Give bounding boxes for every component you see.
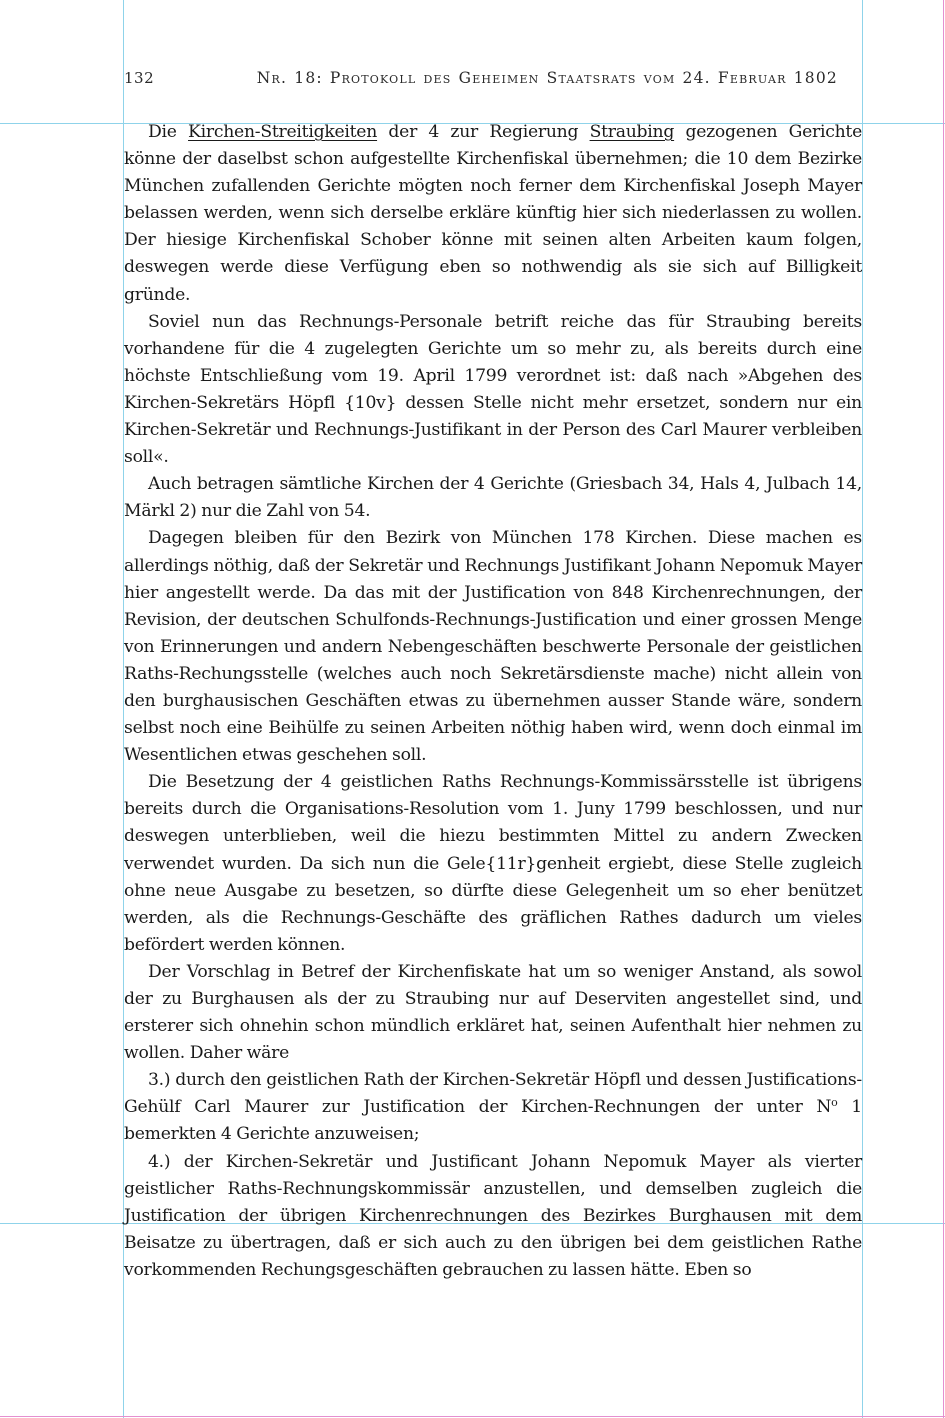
underlined-term: Kirchen-Streitigkeiten (188, 122, 378, 142)
running-head (124, 66, 864, 90)
page-number: 132 (124, 69, 155, 87)
paragraph: Der Vorschlag in Betref der Kirchenfiskate hat um so weniger Anstand, als sowol der zu Burghausen als der zu Straubing nur auf Deserviten angestellet sind, und ersterer sich ohnehin schon mündlich erkläret hat, seinen Aufenthalt hier nehmen zu wollen. Daher wäre (124, 961, 862, 1064)
paragraph: Auch betragen sämtliche Kirchen der 4 Gerichte (Griesbach 34, Hals 4, Julbach 14, Märkl 2) nur die Zahl von 54. (124, 474, 862, 522)
paragraph (124, 119, 862, 309)
text-block (124, 119, 862, 1284)
right-margin-guide (862, 0, 863, 1418)
paragraph-text: Die (148, 122, 189, 142)
paragraph-text: 3.) durch den geistlichen Rath der Kirchen-Sekretär Höpfl und dessen Justifications-Gehülf Carl Maurer zur Justification der Kirchen-Rechnungen der unter N (124, 1070, 862, 1118)
paragraph: Die Besetzung der 4 geistlichen Raths Rechnungs-Kommissärsstelle ist übrigens bereits durch die Organisations-Resolution vom 1. Juny 1799 beschlossen, und nur deswegen unterblieben, weil die hiezu bestimmten Mittel zu andern Zwecken verwendet wurden. Da sich nun die Gele{11r}genheit ergiebt, diese Stelle zugleich ohne neue Ausgabe zu besetzen, so dürfte diese Gelegenheit um so eher benützet werden, als die Rechnungs-Geschäfte des gräflichen Rathes dadurch um vieles befördert werden können. (124, 772, 862, 955)
paragraph (124, 1067, 862, 1148)
paragraph: 4.) der Kirchen-Sekretär und Justificant Johann Nepomuk Mayer als vierter geistlicher Raths-Rechnungskommissär anzustellen, und demselben zugleich die Justification der übrigen Kirchenrechnungen des Bezirkes Burghausen mit dem Beisatze zu übertragen, daß er sich auch zu den übrigen bei dem geistlichen Rathe vorkommenden Rechungsgeschäften gebrauchen zu lassen hätte. Eben so (124, 1151, 862, 1280)
paragraph: Dagegen bleiben für den Bezirk von München 178 Kirchen. Diese machen es allerdings nöthig, daß der Sekretär und Rechnungs Justifikant Johann Nepomuk Mayer hier angestellt werde. Da das mit der Justification von 848 Kirchenrechnungen, der Revision, der deutschen Schulfonds-Rechnungs-Justification und einer grossen Menge von Erinnerungen und andern Nebengeschäften beschwerte Personale der geistlichen Raths-Rechungsstelle (welches auch noch Sekretärsdienste mache) nicht allein von den burghausischen Geschäften etwas zu übernehmen ausser Stande wäre, sondern selbst noch eine Beihülfe zu seinen Arbeiten nöthig haben wird, wenn doch einmal im Wesentlichen etwas geschehen soll. (124, 528, 862, 766)
superscript: o (831, 1096, 838, 1110)
page-edge-right (943, 0, 944, 1418)
paragraph-text: der 4 zur Regierung (377, 122, 590, 142)
page-edge-bottom (0, 1416, 945, 1417)
running-head-title: Nr. 18: Protokoll des Geheimen Staatsrats vom 24. Februar 1802 (256, 69, 838, 87)
paragraph-text: 1 bemerkten 4 Gerichte anzuweisen; (124, 1097, 862, 1145)
paragraph-text: gezogenen Gerichte könne der daselbst schon aufgestellte Kirchenfiskal übernehmen; die 10 dem Bezirke München zufallenden Gerichte mögten noch ferner dem Kirchenfiskal Joseph Mayer belassen werden, wenn sich derselbe erkläre künftig hier sich niederlassen zu wollen. Der hiesige Kirchenfiskal Schober könne mit seinen alten Arbeiten kaum folgen, deswegen werde diese Verfügung eben so nothwendig als sie sich auf Billigkeit gründe. (124, 122, 862, 305)
underlined-term: Straubing (589, 122, 675, 142)
paragraph: Soviel nun das Rechnungs-Personale betrift reiche das für Straubing bereits vorhandene für die 4 zugelegten Gerichte um so mehr zu, als bereits durch eine höchste Entschließung vom 19. April 1799 verordnet ist: daß nach »Abgehen des Kirchen-Sekretärs Höpfl {10v} dessen Stelle nicht mehr ersetzet, sondern nur ein Kirchen-Sekretär und Rechnungs-Justifikant in der Person des Carl Maurer verbleiben soll«. (124, 311, 862, 468)
